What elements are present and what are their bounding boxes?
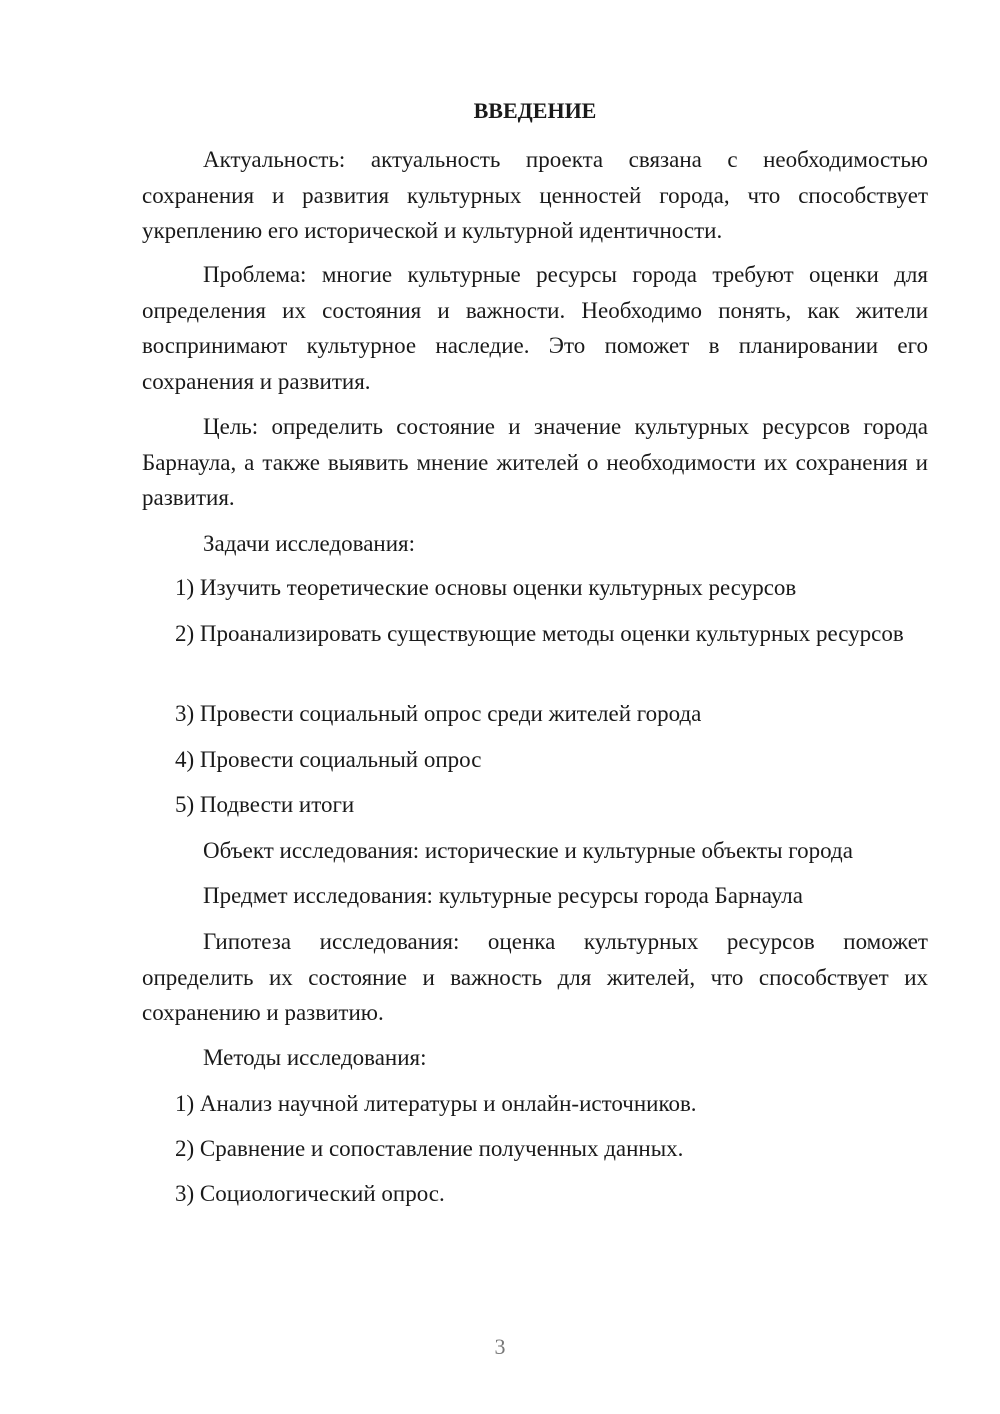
method-item: 1) Анализ научной литературы и онлайн-источников. <box>175 1091 697 1116</box>
task-item: 2) Проанализировать существующие методы оценки культурных ресурсов <box>175 621 904 646</box>
method-item: 2) Сравнение и сопоставление полученных данных. <box>175 1136 684 1161</box>
methods-heading: Методы исследования: <box>203 1045 427 1070</box>
hypothesis-paragraph: Гипотеза исследования: оценка культурных ресурсов поможет определить их состояние и важность для жителей, что способствует их сохранению и развитию. <box>142 929 928 1025</box>
subject-paragraph: Предмет исследования: культурные ресурсы города Барнаула <box>203 883 803 908</box>
task-item: 1) Изучить теоретические основы оценки культурных ресурсов <box>175 575 797 600</box>
object-paragraph: Объект исследования: исторические и культурные объекты города <box>203 838 853 863</box>
task-item: 3) Провести социальный опрос среди жителей города <box>175 701 702 726</box>
goal-paragraph: Цель: определить состояние и значение культурных ресурсов города Барнаула, а также выявить мнение жителей о необходимости их сохранения и развития. <box>142 414 928 510</box>
task-item: 5) Подвести итоги <box>175 792 355 817</box>
task-item: 4) Провести социальный опрос <box>175 747 482 772</box>
page-title: ВВЕДЕНИЕ <box>473 98 597 123</box>
tasks-heading: Задачи исследования: <box>203 531 416 556</box>
page-number: 3 <box>494 1334 506 1359</box>
method-item: 3) Социологический опрос. <box>175 1181 445 1206</box>
relevance-paragraph: Актуальность: актуальность проекта связана с необходимостью сохранения и развития культурных ценностей города, что способствует укреплению его исторической и культурной идентичности. <box>142 147 928 243</box>
problem-paragraph: Проблема: многие культурные ресурсы города требуют оценки для определения их состояния и важности. Необходимо понять, как жители воспринимают культурное наследие. Это поможет в планировании его сохранения и развития. <box>142 262 928 394</box>
